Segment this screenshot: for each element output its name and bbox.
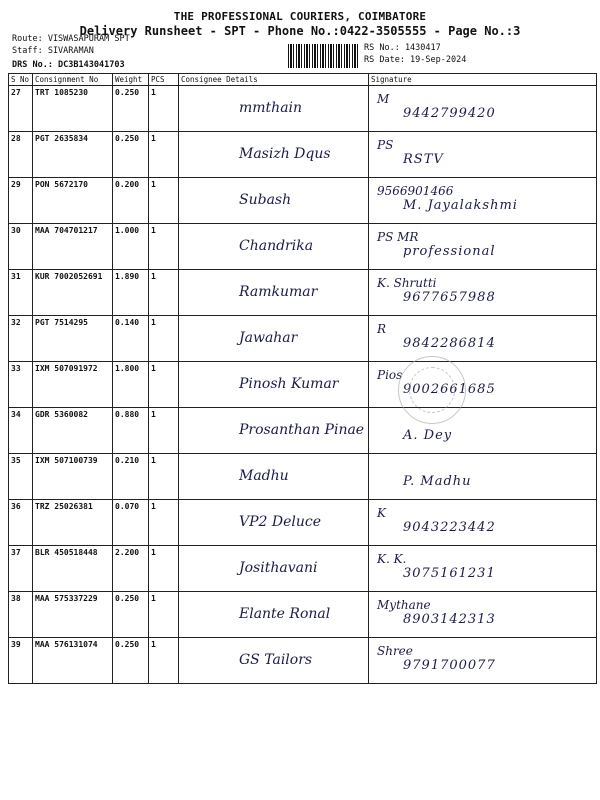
consignee-handwriting: Josithavani	[239, 560, 318, 576]
consignee-handwriting: VP2 Deluce	[239, 514, 322, 530]
cell-pcs: 1	[149, 86, 179, 132]
cell-consignee	[179, 316, 369, 362]
column-header-consignee: Consignee Details	[179, 74, 369, 86]
table-row	[9, 132, 597, 178]
table-row	[9, 454, 597, 500]
cell-consignment: PGT 2635834	[33, 132, 113, 178]
cell-consignee	[179, 270, 369, 316]
cell-pcs: 1	[149, 592, 179, 638]
column-header-weight: Weight	[113, 74, 149, 86]
runsheet-title: Delivery Runsheet - SPT - Phone No.:0422-3505555 - Page No.:3	[79, 24, 521, 38]
cell-signature	[369, 132, 597, 178]
cell-consignee	[179, 224, 369, 270]
consignee-handwriting: GS Tailors	[239, 652, 313, 668]
cell-consignee	[179, 408, 369, 454]
signature-handwriting: 9566901466	[377, 184, 454, 198]
cell-weight: 0.200	[113, 178, 149, 224]
cell-weight: 0.250	[113, 592, 149, 638]
staff-label: Staff: SIVARAMAN	[12, 46, 94, 56]
signature-handwriting: Shree	[377, 644, 413, 658]
signature-phone: 9677657988	[403, 290, 496, 305]
rs-number: RS No.: 1430417	[364, 43, 441, 53]
consignee-handwriting: Elante Ronal	[239, 606, 331, 622]
cell-weight: 1.800	[113, 362, 149, 408]
cell-weight: 0.070	[113, 500, 149, 546]
cell-weight: 0.210	[113, 454, 149, 500]
table-row	[9, 638, 597, 684]
signature-phone: M. Jayalakshmi	[403, 198, 518, 213]
table-row	[9, 224, 597, 270]
cell-signature	[369, 316, 597, 362]
cell-weight: 1.890	[113, 270, 149, 316]
table-row	[9, 592, 597, 638]
table-row	[9, 178, 597, 224]
column-header-sno: S No	[9, 74, 33, 86]
drs-number: DRS No.: DC3B143041703	[12, 60, 125, 70]
consignee-handwriting: Masizh Dqus	[239, 146, 331, 162]
consignee-handwriting: Subash	[239, 192, 292, 208]
table-row	[9, 316, 597, 362]
signature-handwriting: K. Shrutti	[377, 276, 437, 290]
table-row	[9, 362, 597, 408]
signature-phone: RSTV	[403, 152, 444, 167]
consignee-handwriting: Ramkumar	[239, 284, 318, 300]
cell-pcs: 1	[149, 132, 179, 178]
cell-consignment: IXM 507100739	[33, 454, 113, 500]
cell-pcs: 1	[149, 454, 179, 500]
cell-consignee	[179, 362, 369, 408]
cell-signature	[369, 546, 597, 592]
cell-consignment: BLR 450518448	[33, 546, 113, 592]
cell-weight: 0.140	[113, 316, 149, 362]
cell-pcs: 1	[149, 546, 179, 592]
signature-handwriting: K	[377, 506, 386, 520]
cell-signature	[369, 224, 597, 270]
signature-phone: 9043223442	[403, 520, 496, 535]
cell-pcs: 1	[149, 178, 179, 224]
cell-signature	[369, 592, 597, 638]
cell-sno: 31	[9, 270, 33, 316]
cell-pcs: 1	[149, 362, 179, 408]
cell-consignee	[179, 86, 369, 132]
cell-signature	[369, 408, 597, 454]
signature-handwriting: R	[377, 322, 387, 336]
barcode-image	[288, 44, 358, 68]
cell-weight: 0.250	[113, 638, 149, 684]
column-header-signature: Signature	[369, 74, 597, 86]
cell-consignee	[179, 592, 369, 638]
consignee-handwriting: Madhu	[239, 468, 289, 484]
cell-weight: 1.000	[113, 224, 149, 270]
signature-phone: P. Madhu	[403, 474, 472, 489]
cell-consignment: GDR 5360082	[33, 408, 113, 454]
cell-weight: 2.200	[113, 546, 149, 592]
table-row	[9, 270, 597, 316]
cell-consignment: PON 5672170	[33, 178, 113, 224]
cell-weight: 0.250	[113, 132, 149, 178]
cell-consignment: MAA 576131074	[33, 638, 113, 684]
cell-pcs: 1	[149, 270, 179, 316]
cell-sno: 38	[9, 592, 33, 638]
consignee-handwriting: Jawahar	[239, 330, 298, 346]
column-header-consignment: Consignment No	[33, 74, 113, 86]
cell-consignee	[179, 546, 369, 592]
cell-sno: 36	[9, 500, 33, 546]
consignee-handwriting: Pinosh Kumar	[239, 376, 339, 392]
cell-consignment: KUR 7002052691	[33, 270, 113, 316]
cell-pcs: 1	[149, 316, 179, 362]
cell-consignment: MAA 704701217	[33, 224, 113, 270]
cell-consignee	[179, 638, 369, 684]
table-row	[9, 500, 597, 546]
cell-weight: 0.880	[113, 408, 149, 454]
signature-handwriting: M	[377, 92, 390, 106]
cell-signature	[369, 178, 597, 224]
cell-sno: 35	[9, 454, 33, 500]
table-row	[9, 86, 597, 132]
signature-phone: 9002661685	[403, 382, 496, 397]
table-row	[9, 408, 597, 454]
cell-consignment: TRT 1085230	[33, 86, 113, 132]
column-header-pcs: PCS	[149, 74, 179, 86]
signature-phone: 8903142313	[403, 612, 496, 627]
signature-phone: 9842286814	[403, 336, 496, 351]
cell-pcs: 1	[149, 408, 179, 454]
cell-signature	[369, 500, 597, 546]
cell-signature	[369, 454, 597, 500]
cell-signature	[369, 638, 597, 684]
cell-consignment: PGT 7514295	[33, 316, 113, 362]
signature-phone: 9791700077	[403, 658, 496, 673]
cell-consignee	[179, 178, 369, 224]
cell-pcs: 1	[149, 500, 179, 546]
cell-consignee	[179, 132, 369, 178]
cell-sno: 32	[9, 316, 33, 362]
cell-pcs: 1	[149, 224, 179, 270]
cell-consignee	[179, 454, 369, 500]
cell-weight: 0.250	[113, 86, 149, 132]
cell-consignee	[179, 500, 369, 546]
signature-handwriting: K. K.	[377, 552, 407, 566]
consignee-handwriting: Chandrika	[239, 238, 314, 254]
cell-sno: 30	[9, 224, 33, 270]
cell-consignment: TRZ 25026381	[33, 500, 113, 546]
cell-sno: 28	[9, 132, 33, 178]
runsheet-table	[8, 73, 597, 684]
cell-sno: 29	[9, 178, 33, 224]
cell-signature	[369, 270, 597, 316]
company-title: THE PROFESSIONAL COURIERS, COIMBATORE	[173, 10, 427, 23]
signature-handwriting: Mythane	[377, 598, 431, 612]
signature-handwriting: PS	[377, 138, 394, 152]
route-label: Route: VISWASAPURAM SPT	[12, 34, 130, 44]
table-header-row	[9, 74, 597, 86]
cell-sno: 37	[9, 546, 33, 592]
rs-date: RS Date: 19-Sep-2024	[364, 55, 467, 65]
cell-sno: 33	[9, 362, 33, 408]
signature-phone: 3075161231	[403, 566, 496, 581]
table-row	[9, 546, 597, 592]
cell-sno: 27	[9, 86, 33, 132]
cell-consignment: IXM 507091972	[33, 362, 113, 408]
consignee-handwriting: mmthain	[239, 100, 303, 116]
cell-pcs: 1	[149, 638, 179, 684]
cell-sno: 39	[9, 638, 33, 684]
cell-consignment: MAA 575337229	[33, 592, 113, 638]
signature-phone: professional	[403, 244, 496, 259]
consignee-handwriting: Prosanthan Pinae	[239, 422, 365, 438]
signature-handwriting: Pios	[377, 368, 403, 382]
cell-sno: 34	[9, 408, 33, 454]
cell-signature	[369, 86, 597, 132]
signature-phone: A. Dey	[403, 428, 453, 443]
signature-phone: 9442799420	[403, 106, 496, 121]
signature-handwriting: PS MR	[377, 230, 419, 244]
company-stamp	[398, 356, 466, 424]
